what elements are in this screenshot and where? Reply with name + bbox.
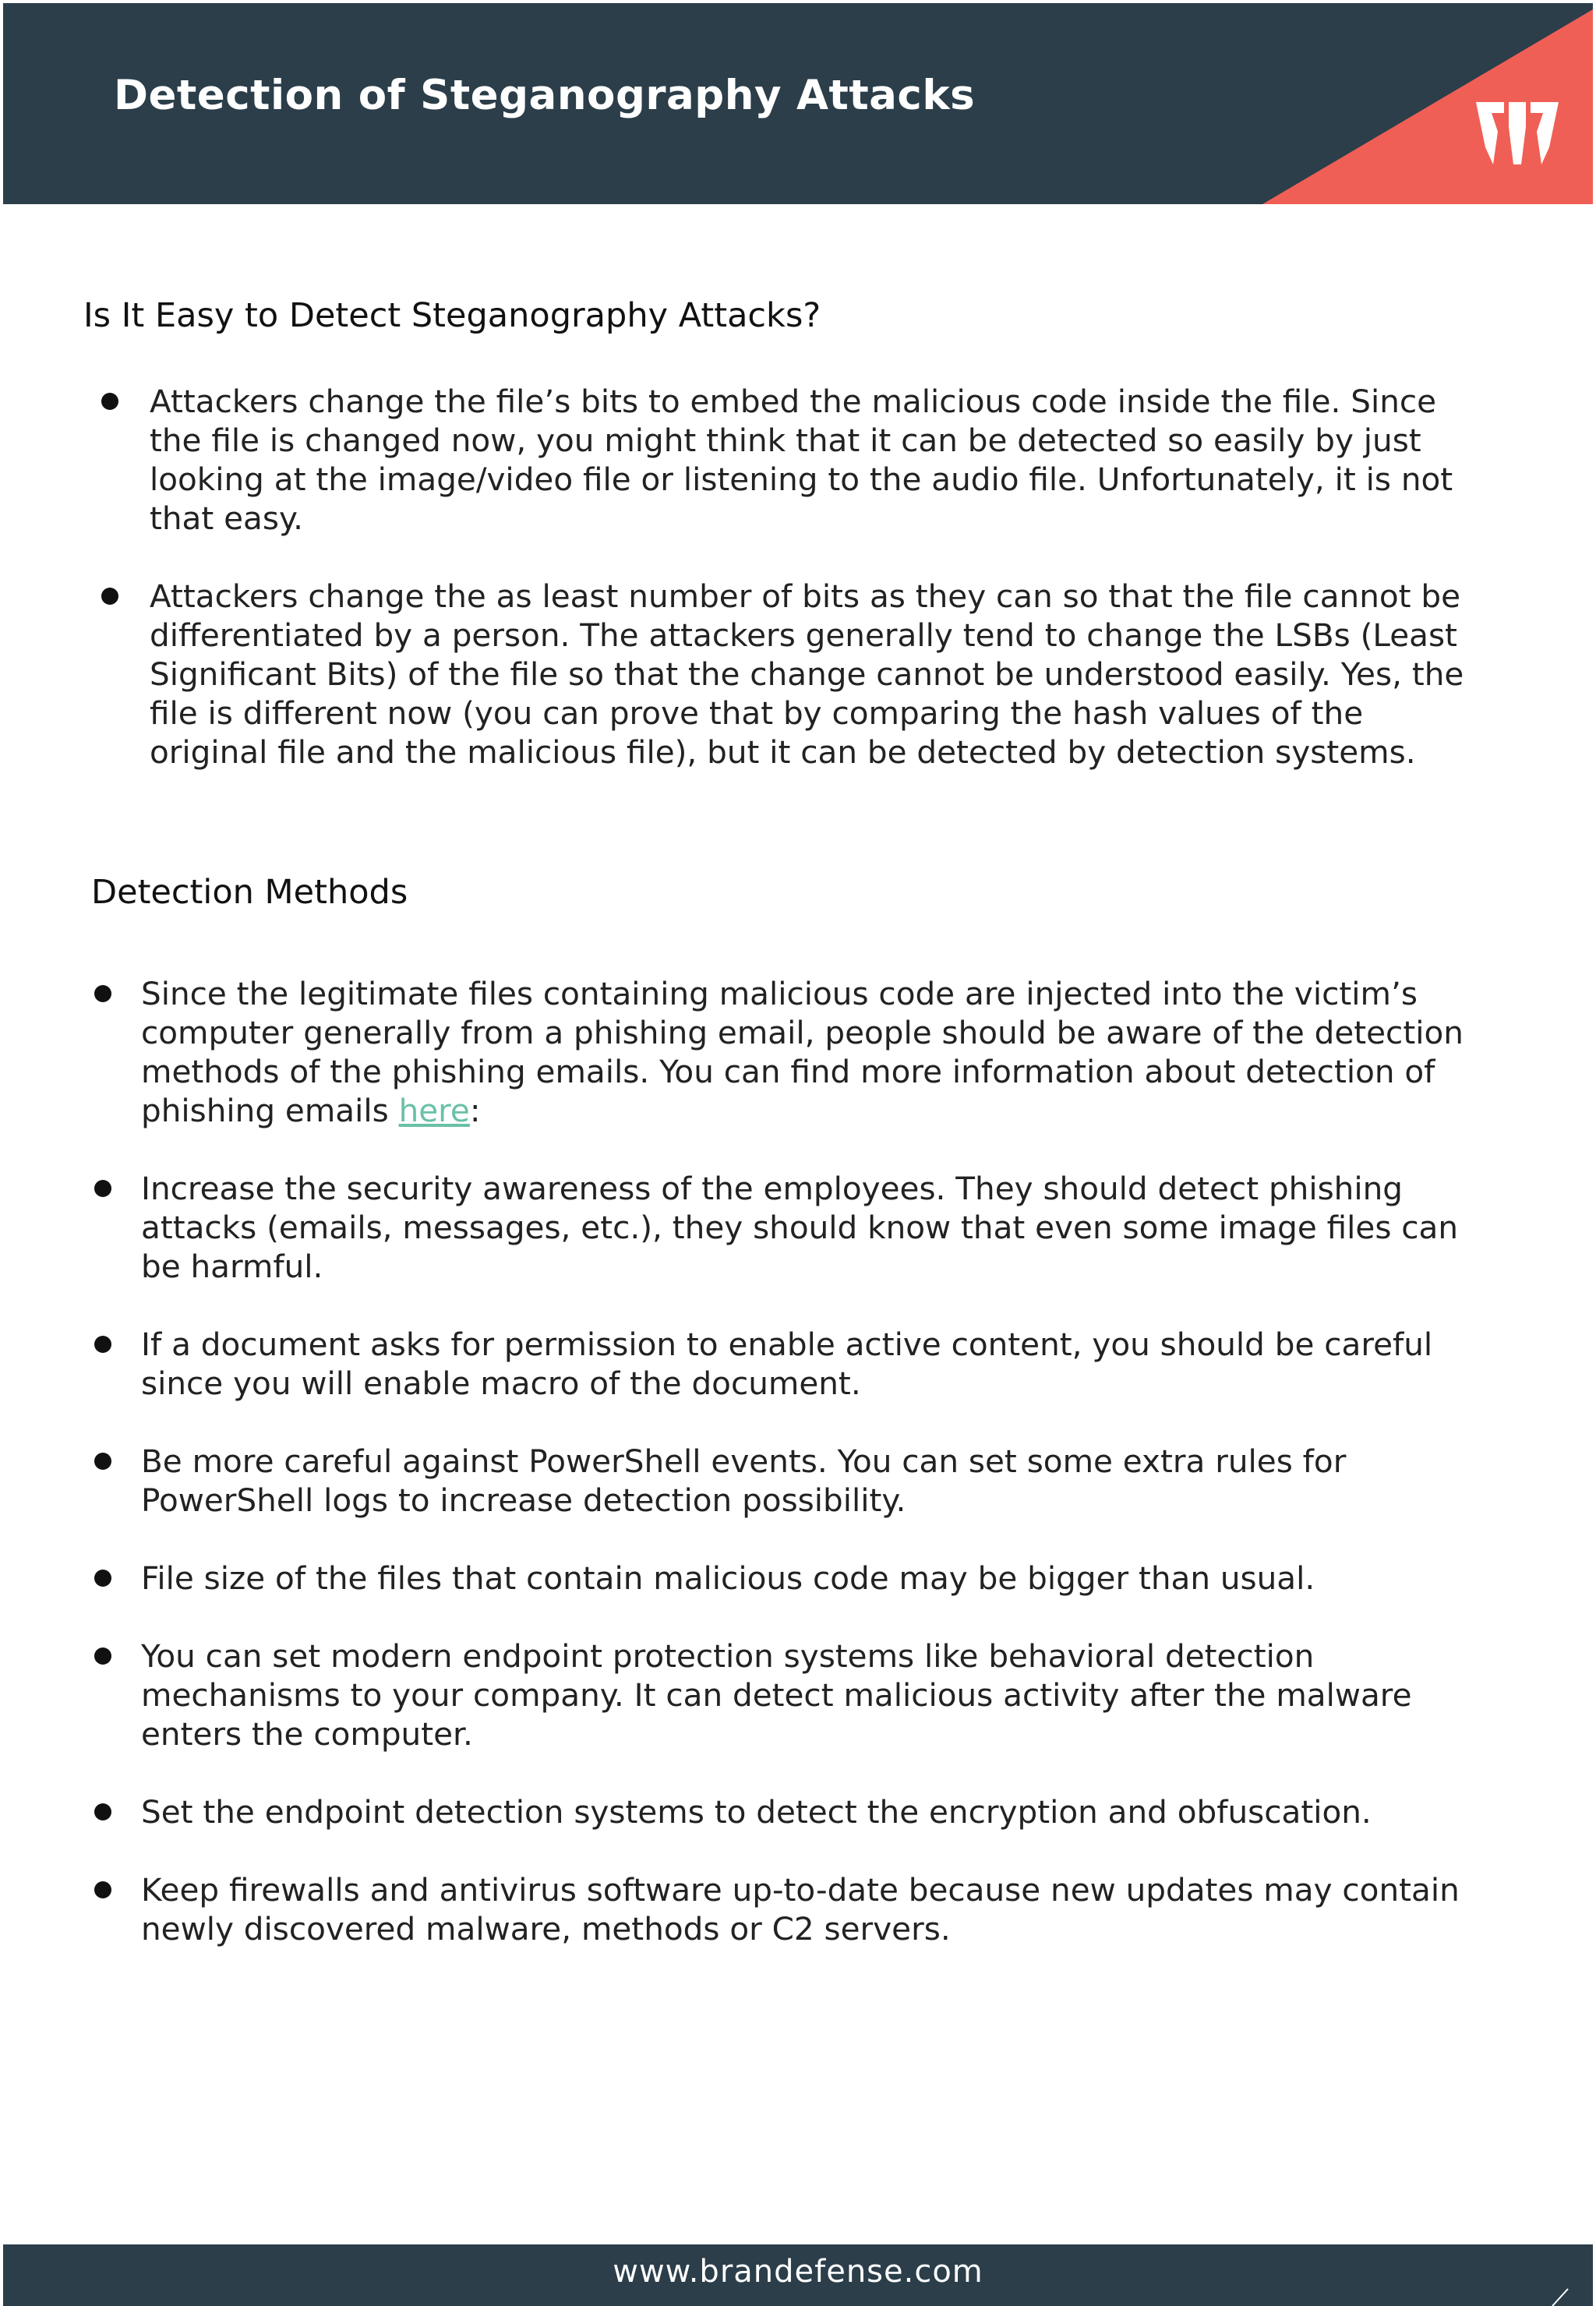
- page-title: Detection of Steganography Attacks: [114, 72, 976, 119]
- bullet-dot: [94, 1570, 111, 1587]
- corner-slash-icon: [1546, 2275, 1577, 2306]
- list-item: [94, 974, 1466, 1130]
- list-item-text: Keep firewalls and antivirus software up-to-date because new updates may contain newly discovered malware, methods or C2 servers.: [141, 1871, 1460, 1948]
- phishing-info-link[interactable]: here: [398, 1092, 470, 1129]
- list-item-text: Set the endpoint detection systems to detect the encryption and obfuscation.: [141, 1793, 1372, 1831]
- page-header: [3, 3, 1593, 204]
- list-item: [94, 1169, 1466, 1286]
- list-item-text: Increase the security awareness of the employees. They should detect phishing attacks (emails, messages, etc.), they should know that even some image files can be harmful.: [141, 1170, 1459, 1285]
- section-heading-easy-to-detect: Is It Easy to Detect Steganography Attacks?: [83, 296, 821, 335]
- page-footer: [3, 2244, 1593, 2306]
- bullet-dot: [94, 1647, 111, 1665]
- bullet-dot: [94, 1803, 111, 1820]
- list-item: [94, 1637, 1466, 1753]
- section2-bullet-list: [94, 974, 1466, 1948]
- list-item-text: Since the legitimate files containing malicious code are injected into the victim’s computer generally from a phishing email, people should be aware of the detection methods of the phishing emails. You can find more information about detection of phishing emails: [141, 975, 1464, 1129]
- list-item: [94, 1325, 1466, 1403]
- brandefense-logo-icon: [1474, 101, 1560, 167]
- list-item-suffix: :: [469, 1092, 481, 1129]
- list-item: [94, 1442, 1466, 1520]
- list-item-text: File size of the files that contain malicious code may be bigger than usual.: [141, 1559, 1315, 1597]
- list-item-text: Attackers change the file’s bits to embed the malicious code inside the file. Since the file is changed now, you might think that it can be detected so easily by just looking at the image/video file or listening to the audio file. Unfortunately, it is not that easy.: [150, 383, 1453, 537]
- bullet-dot: [94, 985, 111, 1002]
- list-item-text: If a document asks for permission to enable active content, you should be careful since you will enable macro of the document.: [141, 1326, 1433, 1402]
- list-item: [101, 577, 1473, 772]
- section-heading-detection-methods: Detection Methods: [91, 873, 408, 912]
- footer-website-url: www.brandefense.com: [613, 2254, 983, 2290]
- bullet-dot: [101, 393, 118, 410]
- list-item: [94, 1792, 1466, 1831]
- section1-bullet-list: [101, 382, 1473, 772]
- bullet-dot: [101, 588, 118, 605]
- list-item: [94, 1870, 1466, 1948]
- list-item: [94, 1559, 1466, 1598]
- list-item-text: Attackers change the as least number of bits as they can so that the file cannot be differentiated by a person. The attackers generally tend to change the LSBs (Least Significant Bits) of the file so that the change cannot be understood easily. Yes, the file is different now (you can prove that by comparing the hash values of the original file and the malicious file), but it can be detected by detection systems.: [150, 577, 1464, 771]
- list-item-text: You can set modern endpoint protection systems like behavioral detection mechanisms to your company. It can detect malicious activity after the malware enters the computer.: [141, 1637, 1412, 1753]
- list-item: [101, 382, 1473, 538]
- list-item-text: Be more careful against PowerShell events. You can set some extra rules for PowerShell logs to increase detection possibility.: [141, 1443, 1347, 1519]
- bullet-dot: [94, 1453, 111, 1470]
- bullet-dot: [94, 1336, 111, 1353]
- bullet-dot: [94, 1881, 111, 1898]
- bullet-dot: [94, 1180, 111, 1197]
